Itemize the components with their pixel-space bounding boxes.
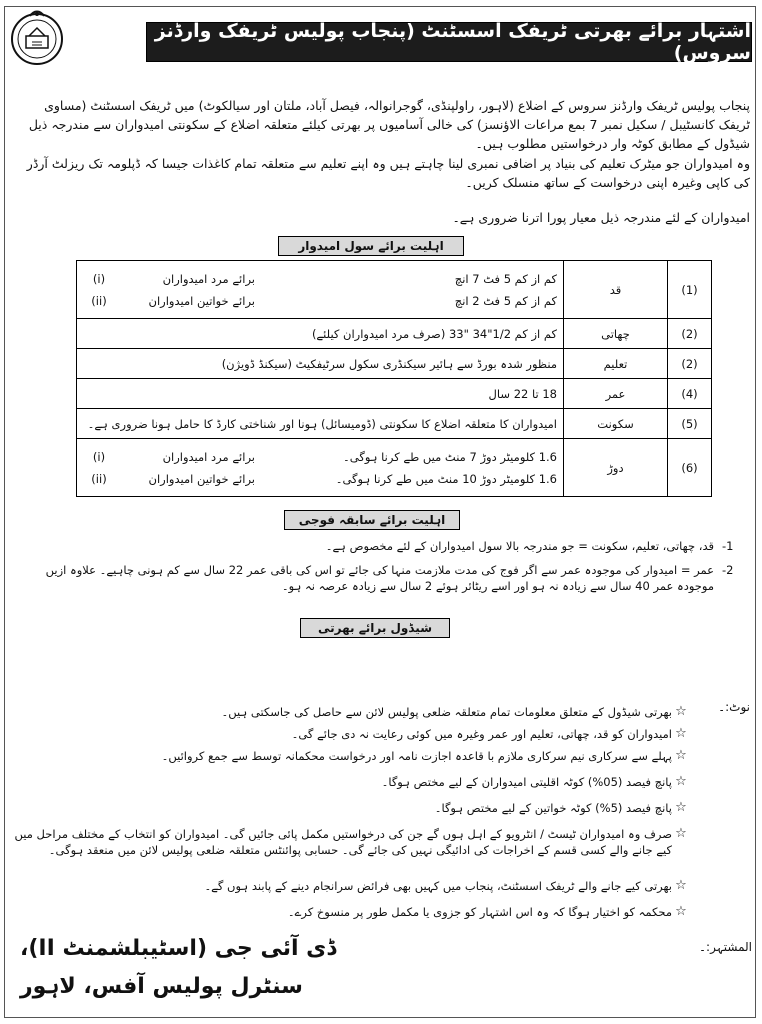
row-number: (4) (668, 379, 712, 409)
star-bullet-icon: ☆ (675, 774, 687, 789)
star-bullet-icon: ☆ (675, 826, 687, 841)
criteria-intro: امیدواران کے لئے مندرجہ ذیل معیار پورا اترنا ضروری ہے۔ (452, 210, 750, 225)
exarmy-item-2: عمر = امیدوار کی موجودہ عمر سے اگر فوج کی مدت ملازمت منہا کی جائے تو اس کی باقی عمر 22 سال سے کم ہونی چاہیے۔ علاوہ ازیں موجودہ عمر 40 سال سے زیادہ نہ ہو اور اسے ریٹائر ہوئے 2 سال سے زیادہ عرصہ نہ ہو۔ (45, 563, 714, 593)
table-row (77, 349, 712, 379)
note-text: پہلے سے سرکاری نیم سرکاری ملازم با قاعدہ اجازت نامہ اور درخواست محکمانہ توسط سے جمع کروائیں۔ (161, 749, 672, 763)
star-bullet-icon: ☆ (675, 726, 687, 741)
note-text: بھرتی شیڈول کے متعلق معلومات تمام متعلقہ ضلعی پولیس لائن سے حاصل کی جاسکتی ہیں۔ (221, 705, 672, 719)
exarmy-item-1: قد، چھاتی، تعلیم، سکونت = جو مندرجہ بالا سول امیدواران کے لئے مخصوص ہے۔ (325, 539, 714, 553)
note-item (14, 748, 690, 768)
row-number: (6) (668, 439, 712, 497)
star-bullet-icon: ☆ (675, 704, 687, 719)
note-item (14, 726, 690, 746)
row-value: منظور شدہ بورڈ سے ہائیر سیکنڈری سکول سرٹیفکیٹ (سیکنڈ ڈویژن) (77, 349, 564, 379)
table-row (77, 439, 712, 497)
note-item (14, 704, 690, 724)
row-number: (1) (668, 261, 712, 319)
note-text: محکمہ کو اختیار ہوگا کہ وہ اس اشتہار کو جزوی یا مکمل طور پر منسوخ کرے۔ (287, 905, 672, 919)
row-number: (2) (668, 349, 712, 379)
schedule-heading: شیڈول برائے بھرتی (300, 618, 450, 638)
note-item (14, 800, 690, 820)
star-bullet-icon: ☆ (675, 878, 687, 893)
row-label: عمر (564, 379, 668, 409)
signatory-line-2: سنٹرل پولیس آفس، لاہور (20, 974, 303, 999)
exarmy-item-2-number: -2 (722, 563, 734, 577)
punjab-police-seal-icon (6, 6, 68, 68)
row-label: دوڑ (564, 439, 668, 497)
note-text: صرف وہ امیدواران ٹیسٹ / انٹرویو کے اہل ہوں گے جن کی درخواستیں مکمل پائی جائیں گی۔ امیدواران کو انتخاب کے مختلف مراحل میں کیے جانے والے کسی قسم کے اخراجات کی ادائیگی نہیں کی جائے گی۔ حسابی پوائنٹس متعلقہ ضلعی پولیس لائن میں منعقد ہوگی۔ (14, 827, 672, 857)
row-value: امیدواران کا متعلقہ اضلاع کا سکونتی (ڈومیسائل) ہونا اور شناختی کارڈ کا حامل ہونا ضروری ہے۔ (77, 409, 564, 439)
race-female-row: (ii) برائے خواتین امیدواران 1.6 کلومیٹر دوڑ 10 منٹ میں طے کرنا ہوگی۔ (91, 471, 557, 486)
documents-paragraph: وہ امیدواران جو میٹرک تعلیم کی بنیاد پر اضافی نمبری لینا چاہتے ہیں وہ اپنے تعلیم سے متعلقہ تمام کاغذات جیسا کہ ڈپلومہ تک ریزلٹ آرڈر کی کاپی وغیرہ اپنی درخواست کے ساتھ منسلک کریں۔ (26, 156, 750, 190)
note-text: پانچ فیصد (5%) کوٹہ خواتین کے لیے مختص ہوگا۔ (434, 801, 672, 815)
note-item (14, 826, 690, 874)
note-text: امیدواران کو قد، چھاتی، تعلیم اور عمر وغیرہ میں کوئی رعایت نہ دی جائے گی۔ (291, 727, 672, 741)
civil-eligibility-table (76, 260, 712, 497)
height-male-row: (i) برائے مرد امیدواران کم از کم 5 فٹ 7 انچ (92, 271, 557, 286)
row-number: (2) (668, 319, 712, 349)
signatory-line-1: ڈی آئی جی (اسٹیبلشمنٹ II)، (20, 936, 337, 961)
note-text: بھرتی کیے جانے والے ٹریفک اسسٹنٹ، پنجاب میں کہیں بھی فرائض سرانجام دینے کے پابند ہوں گے۔ (204, 879, 672, 893)
notes-label: نوٹ:۔ (718, 700, 750, 714)
intro-paragraph: پنجاب پولیس ٹریفک وارڈنز سروس کے اضلاع (لاہور، راولپنڈی، گوجرانوالہ، فیصل آباد، ملتان اور سیالکوٹ) میں ٹریفک اسسٹنٹ (مساوی ٹریفک کانسٹیبل / سکیل نمبر 7 بمع مراعات الاؤنسز) کی خالی آسامیوں پر بھرتی کیلئے متعلقہ اضلاع کے سکونتی امیدواران سے مندرجہ ذیل شیڈول کے مطابق کوٹہ وار درخواستیں مطلوب ہیں۔ (28, 98, 750, 151)
row-label: چھاتی (564, 319, 668, 349)
star-bullet-icon: ☆ (675, 904, 687, 919)
table-row (77, 379, 712, 409)
ad-title: اشتہار برائے بھرتی ٹریفک اسسٹنٹ (پنجاب پولیس ٹریفک وارڈنز سروس) (146, 22, 752, 62)
exarmy-eligibility-heading: اہلیت برائے سابقہ فوجی (284, 510, 460, 530)
race-male-row: (i) برائے مرد امیدواران 1.6 کلومیٹر دوڑ 7 منٹ میں طے کرنا ہوگی۔ (92, 449, 557, 464)
table-row (77, 319, 712, 349)
advertiser-label: المشتہر:۔ (699, 940, 752, 954)
row-label: سکونت (564, 409, 668, 439)
row-label: تعلیم (564, 349, 668, 379)
note-text: پانچ فیصد (05%) کوٹہ اقلیتی امیدواران کے لیے مختص ہوگا۔ (381, 775, 672, 789)
row-label: قد (564, 261, 668, 319)
table-row (77, 261, 712, 319)
row-number: (5) (668, 409, 712, 439)
exarmy-item-1-number: -1 (722, 539, 734, 553)
row-value: کم از کم 1/2"34 "33 (صرف مرد امیدواران کیلئے) (77, 319, 564, 349)
civil-eligibility-heading: اہلیت برائے سول امیدوار (278, 236, 464, 256)
table-row (77, 409, 712, 439)
row-value: 18 تا 22 سال (77, 379, 564, 409)
height-female-row: (ii) برائے خواتین امیدواران کم از کم 5 فٹ 2 انچ (91, 293, 557, 308)
note-item (14, 878, 690, 898)
star-bullet-icon: ☆ (675, 800, 687, 815)
star-bullet-icon: ☆ (675, 748, 687, 763)
note-item (14, 904, 690, 924)
note-item (14, 774, 690, 794)
